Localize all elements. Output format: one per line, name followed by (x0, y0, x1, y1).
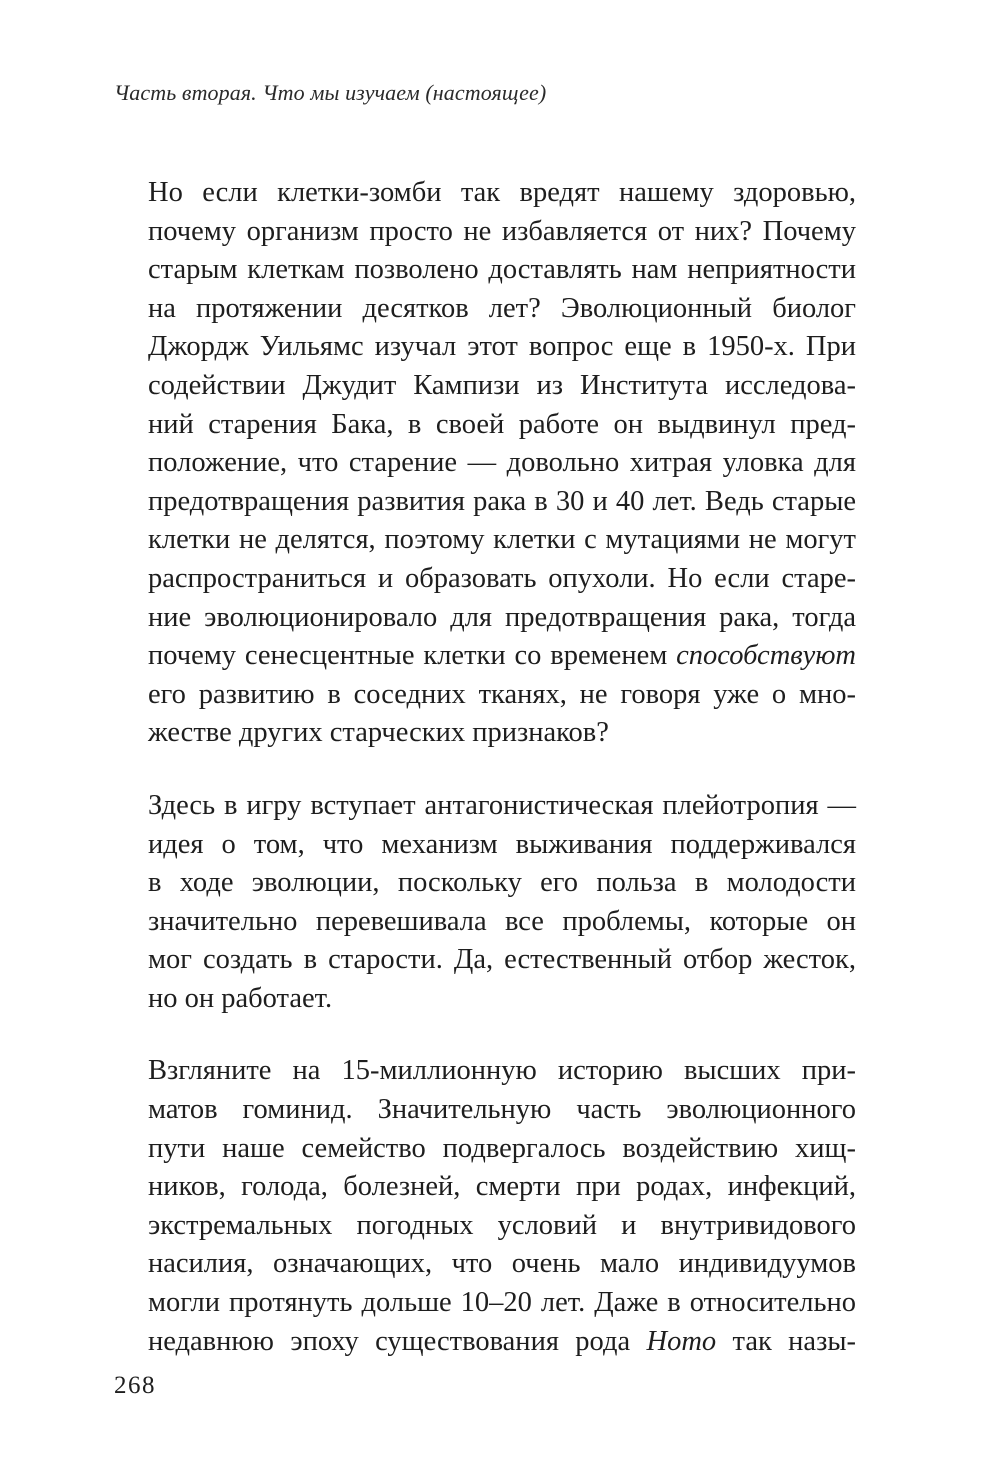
text-line: Здесь в игру вступает антагонистическая плейотропия — (148, 789, 856, 821)
paragraph-spacer (148, 753, 856, 787)
text-line: Джордж Уильямс изучал этот вопрос еще в 1950-х. При (148, 331, 856, 363)
body-text (148, 174, 856, 1361)
running-head: Часть вторая. Что мы изучаем (настоящее) (114, 80, 547, 105)
text-segment: почему сенесцентные клетки со временем (148, 640, 677, 672)
text-line: почему организм просто не избавляется от них? Почему (148, 215, 856, 247)
paragraph-3 (148, 1052, 856, 1361)
text-line (148, 1323, 856, 1362)
paragraph-2 (148, 787, 856, 1019)
text-line: на протяжении десятков лет? Эволюционный биолог (148, 292, 856, 324)
text-segment: недавнюю эпоху существования рода (148, 1325, 647, 1357)
text-line: в ходе эволюции, поскольку его польза в молодости (148, 867, 856, 899)
text-line: ний старения Бака, в своей работе он выдвинул пред- (148, 408, 856, 440)
text-line: распространиться и образовать опухоли. Но если старе- (148, 562, 856, 594)
text-line: ние эволюционировало для предотвращения рака, тогда (148, 601, 856, 633)
text-line: значительно перевешивала все проблемы, которые он (148, 905, 856, 937)
text-line: матов гоминид. Значительную часть эволюционного (148, 1094, 856, 1126)
text-line: его развитию в соседних тканях, не говоря уже о мно- (148, 678, 856, 710)
text-line: могли протянуть дольше 10–20 лет. Даже в относительно (148, 1287, 856, 1319)
paragraph-spacer (148, 1018, 856, 1052)
text-line: ников, голода, болезней, смерти при родах, инфекций, (148, 1171, 856, 1203)
text-line: клетки не делятся, поэтому клетки с мутациями не могут (148, 524, 856, 556)
text-line: старым клеткам позволено доставлять нам неприятности (148, 254, 856, 286)
text-line: мог создать в старости. Да, естественный отбор жесток, (148, 944, 856, 976)
emphasis-text: Homo (646, 1325, 717, 1357)
text-segment: так назы- (716, 1325, 856, 1357)
text-line: пути наше семейство подвергалось воздействию хищ- (148, 1132, 856, 1164)
text-line: идея о том, что механизм выживания поддерживался (148, 828, 856, 860)
text-line: насилия, означающих, что очень мало индивидуумов (148, 1248, 856, 1280)
emphasis-text: способствуют (676, 640, 856, 672)
text-line: содействии Джудит Кампизи из Института исследова- (148, 369, 856, 401)
text-line: Взгляните на 15-миллионную историю высших при- (148, 1055, 856, 1087)
text-line: экстремальных погодных условий и внутривидового (148, 1209, 856, 1241)
text-line (148, 637, 856, 676)
text-line: жестве других старческих признаков? (148, 717, 609, 749)
text-line: предотвращения развития рака в 30 и 40 лет. Ведь старые (148, 485, 856, 517)
text-line: положение, что старение — довольно хитрая уловка для (148, 447, 856, 479)
page-number: 268 (114, 1372, 156, 1399)
paragraph-1 (148, 174, 856, 753)
text-line: Но если клетки-зомби так вредят нашему здоровью, (148, 177, 856, 208)
text-line: но он работает. (148, 982, 333, 1014)
